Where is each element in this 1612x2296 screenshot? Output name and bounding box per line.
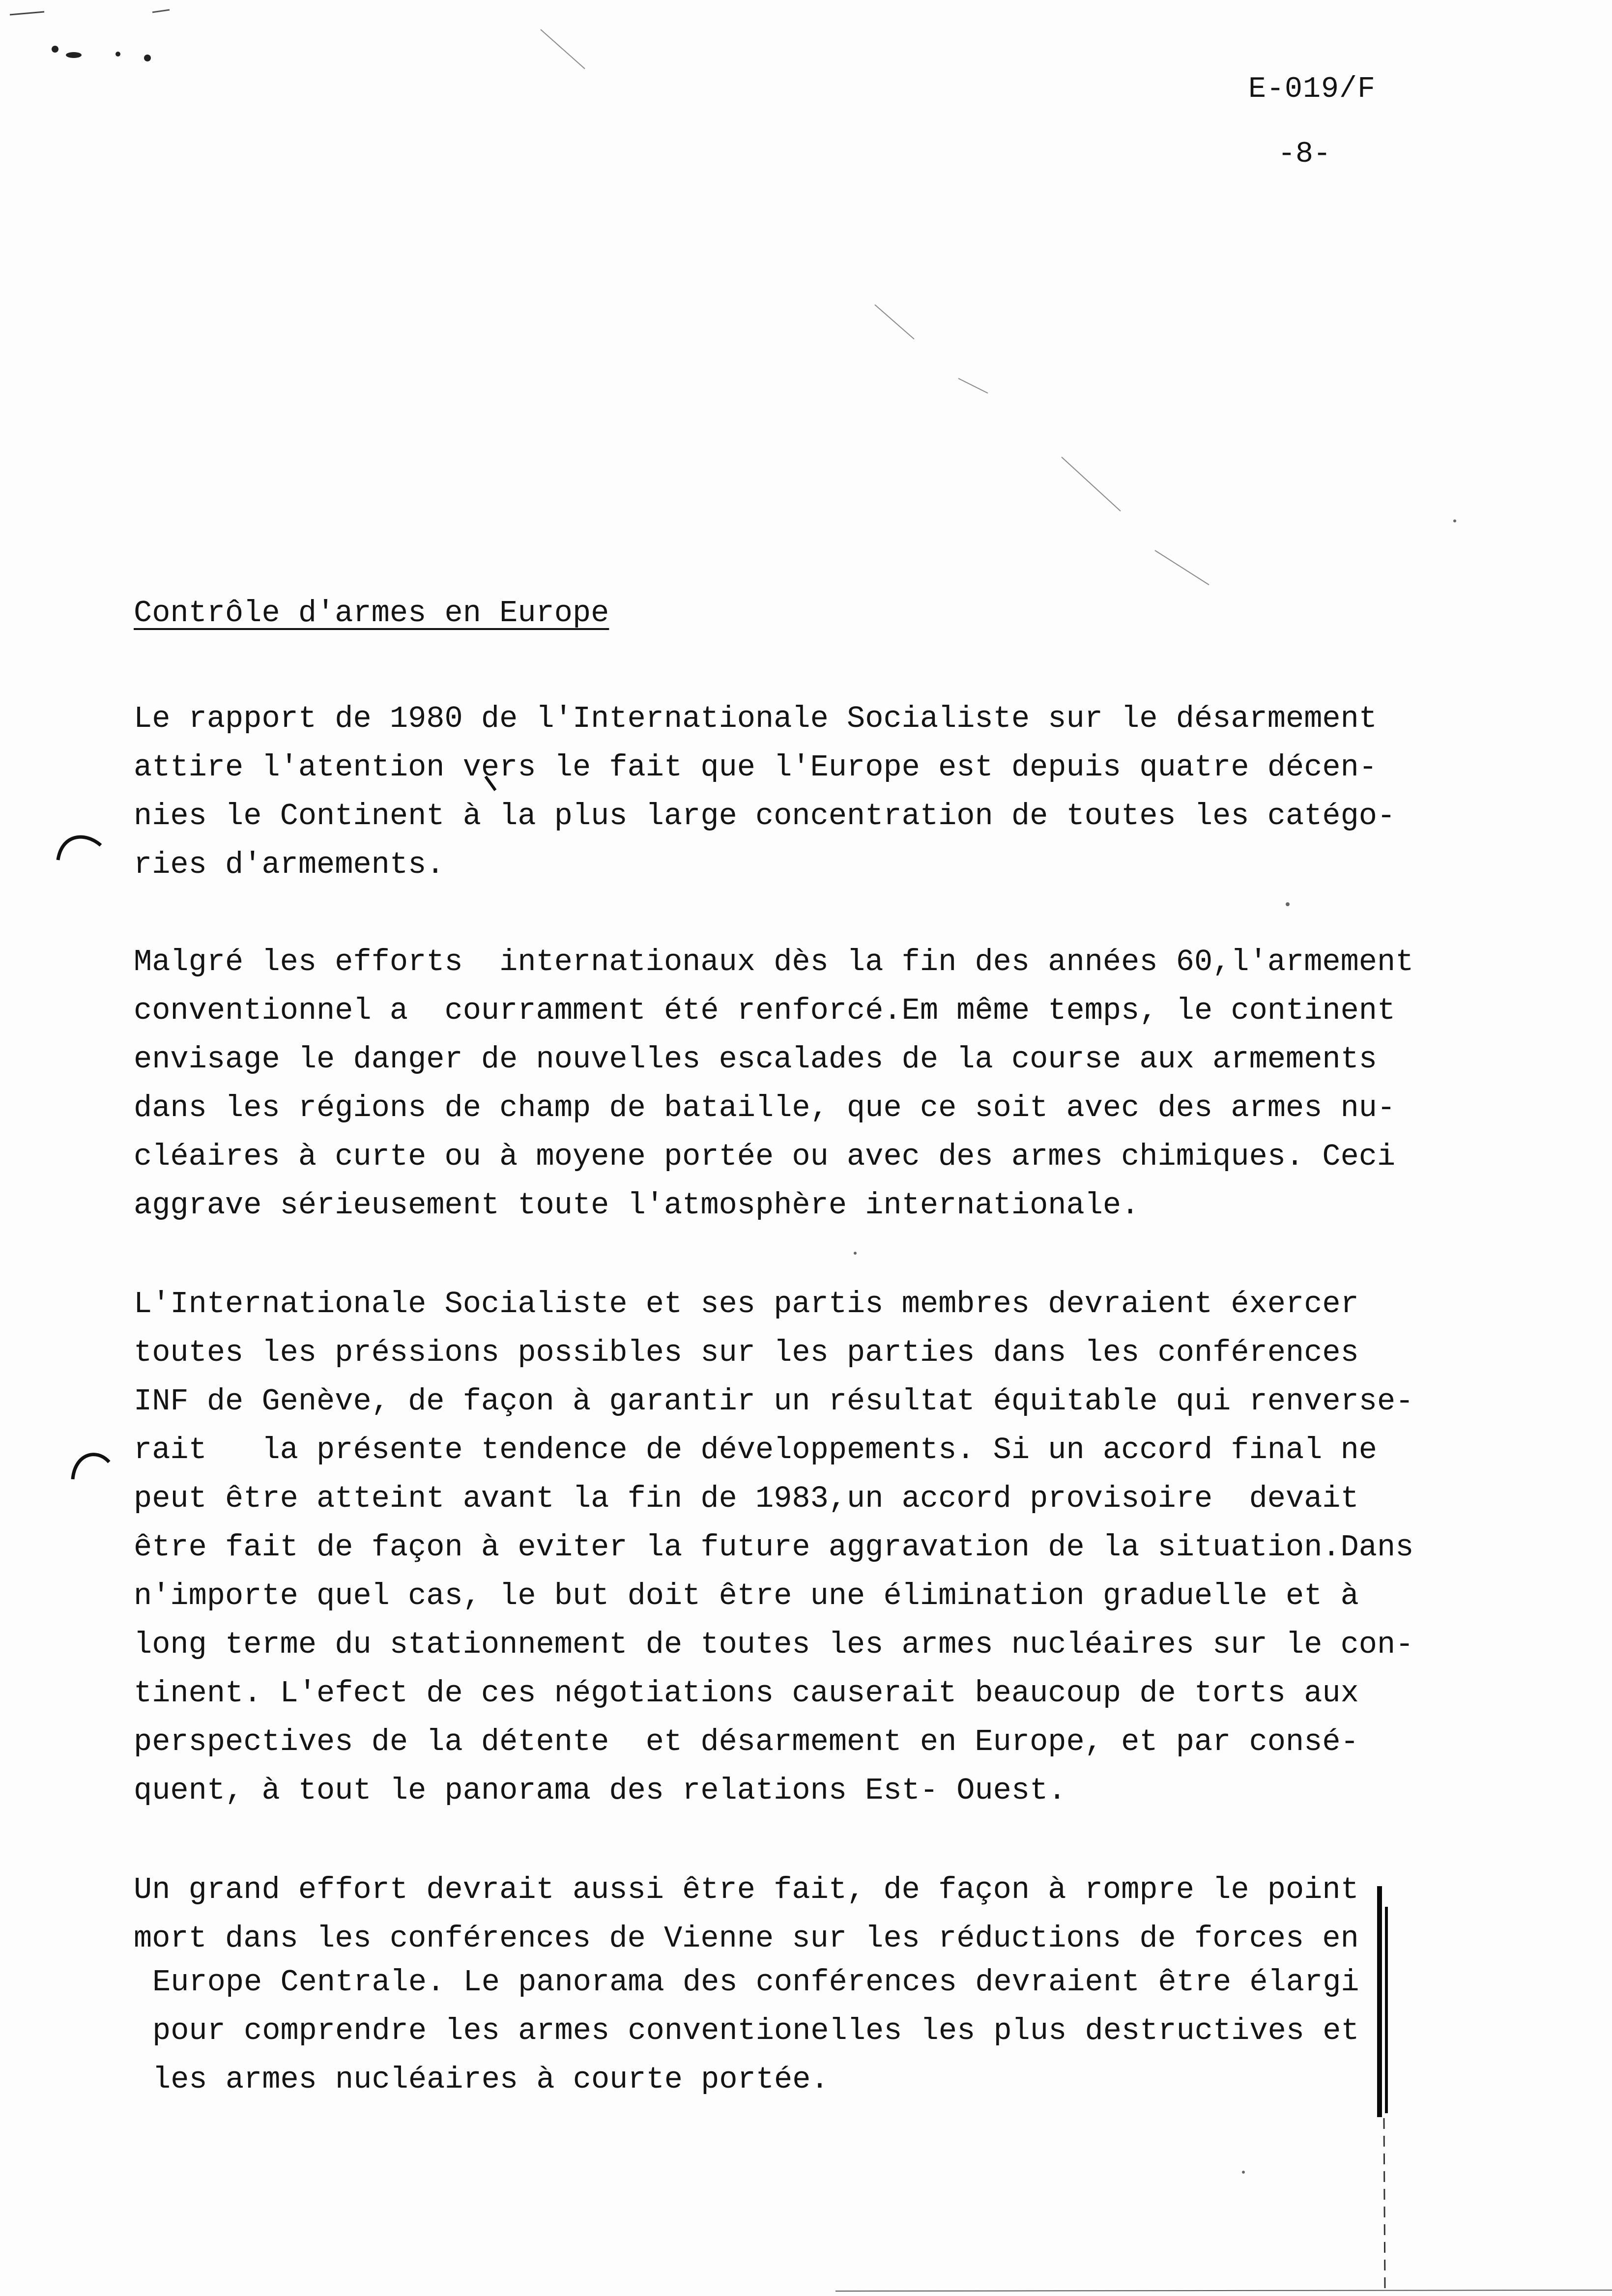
document-reference: E-019/F <box>1248 73 1376 106</box>
text-line: être fait de façon à eviter la future aggravation de la situation.Dans <box>134 1530 1414 1565</box>
text-line: toutes les préssions possibles sur les parties dans les conférences <box>134 1335 1359 1370</box>
dust-specks <box>854 519 1456 2174</box>
text-line: rait la présente tendence de développements. Si un accord final ne <box>134 1433 1378 1467</box>
text-line: conventionnel a courramment été renforcé.Em même temps, le continent <box>134 993 1396 1028</box>
vertical-change-bar <box>1377 1886 1388 2290</box>
text-line: Le rapport de 1980 de l'Internationale Socialiste sur le désarmement <box>134 701 1378 736</box>
text-line: perspectives de la détente et désarmement en Europe, et par consé- <box>134 1724 1359 1759</box>
text-line: L'Internationale Socialiste et ses partis membres devraient éxercer <box>134 1287 1359 1321</box>
text-line: dans les régions de champ de bataille, que ce soit avec des armes nu- <box>134 1091 1396 1125</box>
text-line: envisage le danger de nouvelles escalades de la course aux armements <box>134 1042 1378 1077</box>
text-line: attire l'atention vers le fait que l'Europe est depuis quatre décen- <box>134 750 1378 785</box>
section-title: Contrôle d'armes en Europe <box>134 596 609 631</box>
text-line: INF de Genève, de façon à garantir un résultat équitable qui renverse- <box>134 1384 1414 1419</box>
corner-smudge-icon <box>10 10 170 61</box>
text-line: n'importe quel cas, le but doit être une élimination graduelle et à <box>134 1578 1359 1613</box>
margin-bracket-icon <box>58 837 101 860</box>
text-line: ries d'armements. <box>134 847 445 882</box>
text-line: Malgré les efforts internationaux dès la fin des années 60,l'armement <box>134 945 1414 979</box>
text-line: peut être atteint avant la fin de 1983,un accord provisoire devait <box>134 1481 1359 1516</box>
text-line: les armes nucléaires à courte portée. <box>152 2062 829 2097</box>
diagonal-streak <box>541 29 1209 585</box>
text-line: quent, à tout le panorama des relations Est- Ouest. <box>134 1773 1066 1808</box>
margin-bracket-icon <box>73 1455 109 1479</box>
text-line: pour comprendre les armes conventionelles les plus destructives et <box>152 2013 1359 2048</box>
text-line: Europe Centrale. Le panorama des conférences devraient être élargi <box>152 1965 1359 2000</box>
text-line: cléaires à curte ou à moyene portée ou avec des armes chimiques. Ceci <box>134 1139 1396 1174</box>
text-line: tinent. L'efect de ces négotiations causerait beaucoup de torts aux <box>134 1676 1359 1711</box>
text-line: aggrave sérieusement toute l'atmosphère internationale. <box>134 1188 1140 1223</box>
accent-mark-icon <box>486 776 495 790</box>
text-line: Un grand effort devrait aussi être fait, de façon à rompre le point <box>134 1872 1359 1907</box>
text-line: nies le Continent à la plus large concentration de toutes les catégo- <box>134 799 1396 833</box>
text-line: mort dans les conférences de Vienne sur les réductions de forces en <box>134 1921 1359 1956</box>
page-number: -8- <box>1278 138 1331 171</box>
bottom-edge-line <box>835 2290 1612 2291</box>
text-line: long terme du stationnement de toutes les armes nucléaires sur le con- <box>134 1627 1414 1662</box>
